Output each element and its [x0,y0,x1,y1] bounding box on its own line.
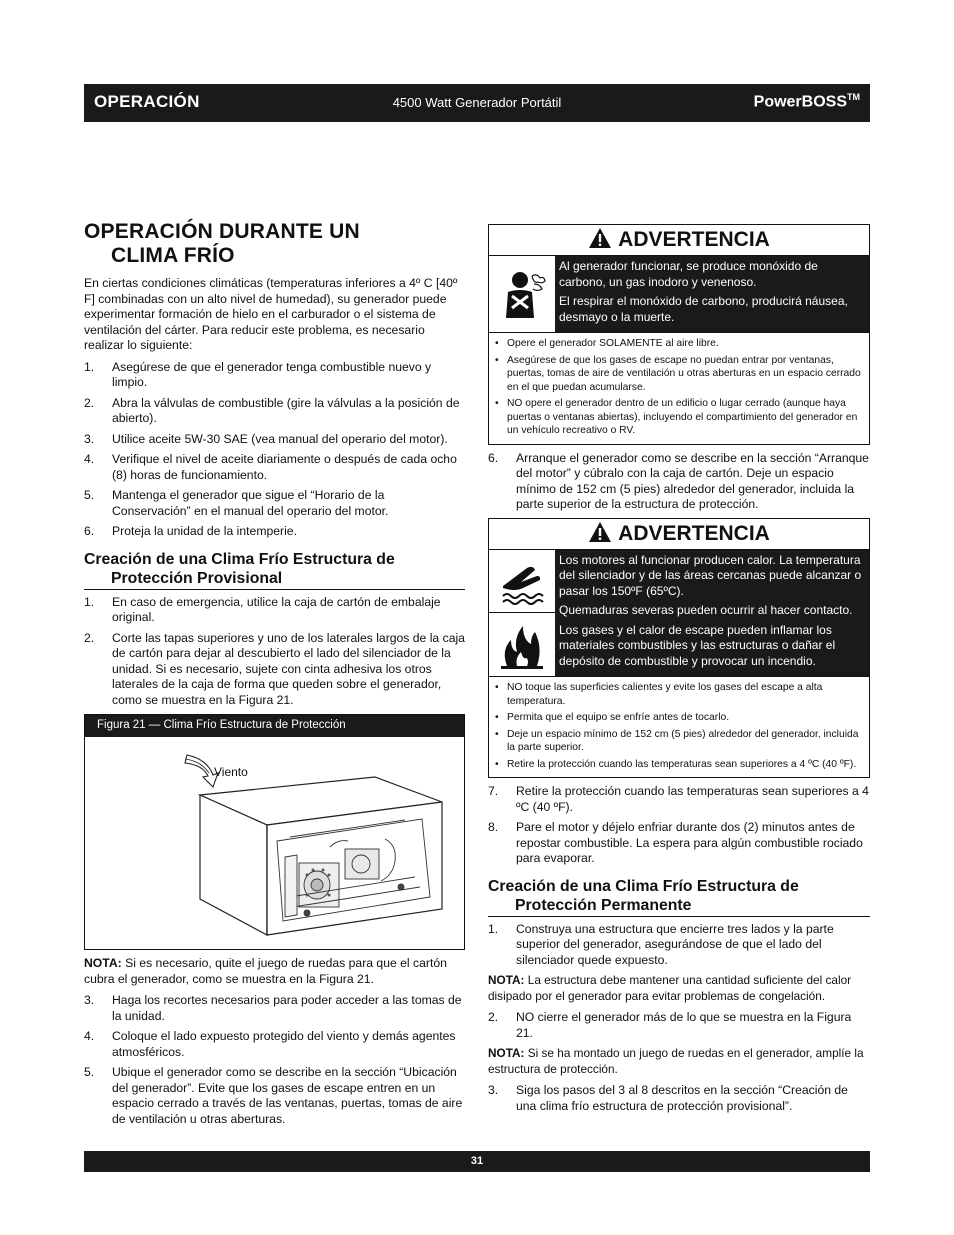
figure-21 [84,714,465,950]
warning-text: Quemaduras severas pueden ocurrir al hacer contacto. [559,603,853,617]
list-item: • Permita que el equipo se enfríe antes de tocarlo. [495,711,863,725]
figure-caption: Figura 21 — Clima Frío Estructura de Protección [85,715,464,737]
right-column [488,224,870,1119]
list-item: 5. Mantenga el generador que sigue el “Horario de la Conservación” en el manual del operario del motor. [84,488,389,518]
warning-text: El respirar el monóxido de carbono, producirá náusea, desmayo o la muerte. [559,294,848,324]
list-item: 6. Proteja la unidad de la intemperie. [84,524,297,538]
list-item: 1. En caso de emergencia, utilice la caja de cartón de embalaje original. [84,594,441,624]
hot-surface-hand-icon [497,556,547,606]
intro-paragraph: En ciertas condiciones climáticas (temperaturas inferiores a 4º C [40º F] combinadas con un alto nivel de humedad), su generador puede experimentar formación de hielo en el carburador o el sistema de ventilación del cárter. Para reducir este problema, es necesario realizar lo siguiente: [84,276,458,352]
warning-bullets [489,677,869,777]
list-item: 7. Retire la protección cuando las temperaturas sean superiores a 4 ºC (40 ºF). [488,784,869,814]
left-column [84,220,465,1132]
list-item: 1. Construya una estructura que encierre tres lados y la parte superior del generador, asegurándose de que el lado del silenciador quede expuesto. [488,921,834,967]
list-item: • Asegúrese de que los gases de escape no puedan entrar por ventanas, puertas, tomas de aire de ventilación u otras aberturas en un espacio cerrado en el que puedan acumularse. [495,354,863,395]
list-item: • NO opere el generador dentro de un edificio o lugar cerrado (aunque haya puertas o ventanas abiertas), incluyendo el compartimiento del generador en un vehículo recreativo o RV. [495,397,863,438]
list-item: • Retire la protección cuando las temperaturas sean superiores a 4 ºC (40 ºF). [495,758,863,772]
list-item: • Opere el generador SOLAMENTE al aire libre. [495,337,863,351]
warning-text: Los motores al funcionar producen calor. La temperatura del silenciador y de las áreas cercanas puede alcanzar o pasar los 150ºF (65ºC). [559,552,862,598]
page-header [84,84,870,122]
provisional-steps [84,595,465,709]
generator-box-illustration [85,737,466,949]
figure-label-wind: Viento [214,765,248,779]
list-item: 3. Siga los pasos del 3 al 8 descritos en la sección “Creación de una clima frío estructura de protección provisional”. [488,1083,848,1113]
list-item: 2. Abra la válvulas de combustible (gire la válvulas a la posición de abierto). [84,395,460,425]
list-item: 2. Corte las tapas superiores y uno de los laterales largos de la caja de cartón para dejar al descubierto el lado del silenciador de la unidad. Si es necesario, sujete con cinta adhesiva los otros laterales de la caja de forma que queden sobre el generador, como se muestra en la Figura 21. [84,630,465,707]
section-title: OPERACIÓN [94,92,200,111]
warning-box-heat [488,518,870,779]
note-paragraph: NOTA: Si se ha montado un juego de ruedas en el generador, amplíe la estructura de protección. [488,1046,864,1076]
brand-logo: PowerBOSS™ [753,92,860,111]
section-heading-provisional: Creación de una Clima Frío Estructura de Protección Provisional [84,550,465,590]
section-heading-permanent: Creación de una Clima Frío Estructura de Protección Permanente [488,877,870,917]
list-item: • Deje un espacio mínimo de 152 cm (5 pies) alrededor del generador, incluida la parte superior. [495,728,863,755]
page-footer [84,1151,870,1172]
warning-text: Al generador funcionar, se produce monóxido de carbono, un gas inodoro y venenoso. [559,259,818,289]
list-item: 1. Asegúrese de que el generador tenga combustible nuevo y limpio. [84,359,432,389]
document-title: 4500 Watt Generador Portátil [392,95,562,110]
list-item: 3. Haga los recortes necesarios para poder acceder a las tomas de la unidad. [84,993,462,1023]
list-item: • NO toque las superficies calientes y evite los gases del escape a alta temperatura. [495,681,863,708]
figure-illustration [85,737,464,949]
warning-triangle-icon [588,521,612,543]
cold-weather-steps [84,360,465,540]
list-item: 6. Arranque el generador como se describe en la sección “Arranque del motor” y cúbralo con la caja de cartón. Deje un espacio mínimo de 152 cm (5 pies) alrededor del generador, incluida la parte superior de la estructura de protección. [488,450,869,511]
warning-title: ADVERTENCIA [489,225,869,256]
warning-triangle-icon [588,227,612,249]
list-item: 8. Pare el motor y déjelo enfriar durante dos (2) minutos antes de repostar combustible. La espera para algún combustible rociado para evaporar. [488,820,863,865]
list-item: 2. NO cierre el generador más de lo que se muestra en la Figura 21. [488,1010,852,1040]
note-paragraph: NOTA: Si es necesario, quite el juego de ruedas para que el cartón cubra el generador, como se muestra en la Figura 21. [84,956,447,986]
list-item: 3. Utilice aceite 5W-30 SAE (vea manual del operario del motor). [84,431,448,446]
list-item: 4. Verifique el nivel de aceite diariamente o después de cada ocho (8) horas de funcionamiento. [84,452,457,482]
note-paragraph: NOTA: La estructura debe mantener una cantidad suficiente del calor disipado por el generador para evitar problemas de congelación. [488,973,852,1003]
list-item: 5. Ubique el generador como se describe en la sección “Ubicación del generador”. Evite que los gases de escape entren en un espacio cerrado a través de las ventanas, puertas, tomas de aire de ventilación u otras aberturas. [84,1065,463,1126]
provisional-steps-continued [84,993,465,1127]
page-number: 31 [470,1155,484,1167]
page-title: OPERACIÓN DURANTE UN CLIMA FRÍO [84,220,360,267]
list-item: 4. Coloque el lado expuesto protegido del viento y demás agentes atmosféricos. [84,1029,456,1059]
warning-box-carbon-monoxide [488,224,870,445]
fire-flame-icon [497,620,547,670]
warning-text: Los gases y el calor de escape pueden inflamar los materiales combustibles y las estructuras o dañar el depósito de combustible y provocar un incendio. [559,622,836,668]
warning-title: ADVERTENCIA [489,519,869,550]
warning-bullets [489,333,869,444]
toxic-gas-person-icon [498,268,546,320]
